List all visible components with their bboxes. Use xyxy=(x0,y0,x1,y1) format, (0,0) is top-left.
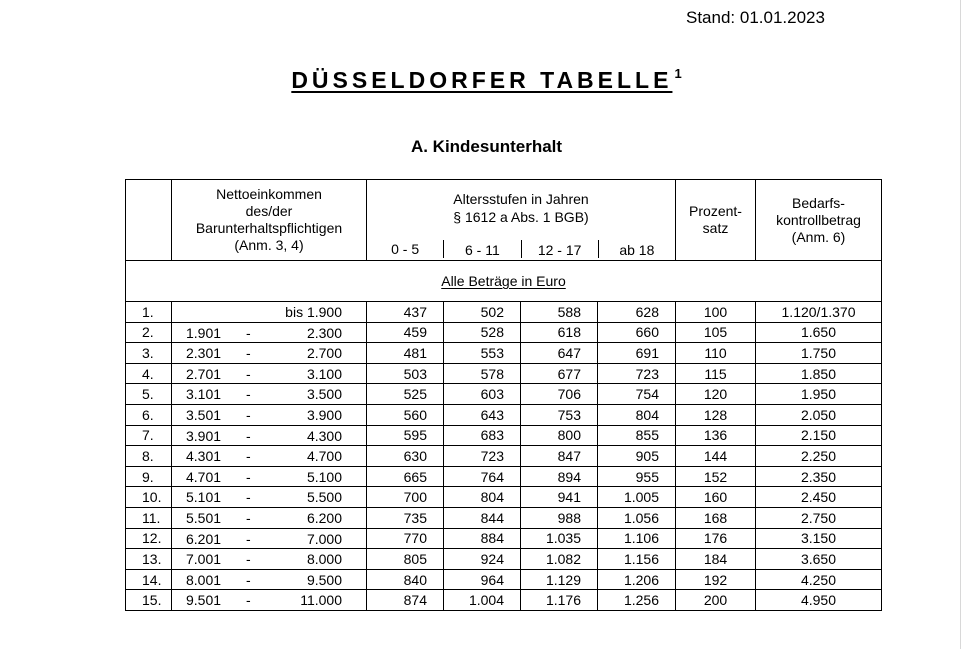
amount-age-6-11: 553 xyxy=(444,343,521,364)
income-from: 4.301 xyxy=(186,448,222,465)
income-dash: - xyxy=(246,509,251,526)
income-to: 11.000 xyxy=(300,592,342,609)
income-range xyxy=(172,425,367,446)
percent-rate: 152 xyxy=(676,466,756,487)
currency-note-row xyxy=(126,261,882,302)
amount-age-12-17: 753 xyxy=(521,404,598,425)
amount-age-ab-18: 754 xyxy=(598,384,676,405)
row-number: 4. xyxy=(126,363,172,384)
amount-age-0-5: 437 xyxy=(367,302,444,323)
age-group-ab-18: ab 18 xyxy=(598,240,675,258)
row-number: 8. xyxy=(126,446,172,467)
amount-age-6-11: 964 xyxy=(444,569,521,590)
control-amount: 1.850 xyxy=(756,363,882,384)
percent-rate: 192 xyxy=(676,569,756,590)
control-amount: 3.150 xyxy=(756,528,882,549)
income-dash: - xyxy=(246,386,251,403)
income-from: 5.101 xyxy=(186,489,222,506)
income-dash: - xyxy=(246,571,251,588)
header-control-line: kontrollbetrag xyxy=(776,211,861,228)
amount-age-0-5: 525 xyxy=(367,384,444,405)
header-nr-cell xyxy=(126,180,172,261)
control-amount: 2.050 xyxy=(756,404,882,425)
row-number: 10. xyxy=(126,487,172,508)
header-control-amount xyxy=(756,180,882,261)
header-income-line: des/der xyxy=(245,203,293,219)
row-number: 15. xyxy=(126,590,172,611)
amount-age-ab-18: 1.056 xyxy=(598,507,676,528)
amount-age-12-17: 1.129 xyxy=(521,569,598,590)
row-number: 14. xyxy=(126,569,172,590)
income-dash: - xyxy=(246,427,251,444)
header-control-line: (Anm. 6) xyxy=(791,228,846,245)
income-range xyxy=(172,363,367,384)
percent-rate: 176 xyxy=(676,528,756,549)
income-to: 2.300 xyxy=(306,324,342,341)
header-income xyxy=(172,180,367,261)
age-group-6-11: 6 - 11 xyxy=(443,240,520,258)
income-from: 3.501 xyxy=(186,406,222,423)
document-title xyxy=(0,66,973,94)
duesseldorf-table xyxy=(125,179,882,611)
control-amount: 2.450 xyxy=(756,487,882,508)
header-row xyxy=(126,180,882,261)
control-amount: 2.250 xyxy=(756,446,882,467)
amount-age-ab-18: 660 xyxy=(598,322,676,343)
income-from: 2.301 xyxy=(186,345,222,362)
age-groups-subheaders xyxy=(367,238,675,260)
amount-age-0-5: 735 xyxy=(367,507,444,528)
amount-age-0-5: 770 xyxy=(367,528,444,549)
percent-rate: 136 xyxy=(676,425,756,446)
income-range xyxy=(172,590,367,611)
stand-date: Stand: 01.01.2023 xyxy=(686,8,825,27)
percent-rate: 105 xyxy=(676,322,756,343)
amount-age-12-17: 800 xyxy=(521,425,598,446)
amount-age-12-17: 647 xyxy=(521,343,598,364)
amount-age-0-5: 459 xyxy=(367,322,444,343)
table-row xyxy=(126,569,882,590)
table-row xyxy=(126,487,882,508)
income-range xyxy=(172,549,367,570)
table-row xyxy=(126,528,882,549)
currency-note-cell xyxy=(126,261,882,302)
amount-age-ab-18: 1.206 xyxy=(598,569,676,590)
income-range xyxy=(172,404,367,425)
amount-age-6-11: 502 xyxy=(444,302,521,323)
control-amount: 4.250 xyxy=(756,569,882,590)
income-to: bis 1.900 xyxy=(285,304,342,320)
table-row xyxy=(126,466,882,487)
income-to: 5.100 xyxy=(306,468,342,485)
amount-age-12-17: 941 xyxy=(521,487,598,508)
amount-age-6-11: 528 xyxy=(444,322,521,343)
income-from: 1.901 xyxy=(186,324,222,341)
amount-age-6-11: 804 xyxy=(444,487,521,508)
amount-age-12-17: 1.082 xyxy=(521,549,598,570)
income-range xyxy=(172,343,367,364)
income-from: 7.001 xyxy=(186,551,222,568)
amount-age-ab-18: 905 xyxy=(598,446,676,467)
income-range xyxy=(172,322,367,343)
age-groups-title-line: § 1612 a Abs. 1 BGB) xyxy=(453,209,589,225)
header-percent-line: satz xyxy=(702,220,729,236)
row-number: 5. xyxy=(126,384,172,405)
amount-age-ab-18: 1.106 xyxy=(598,528,676,549)
amount-age-ab-18: 1.256 xyxy=(598,590,676,611)
amount-age-6-11: 723 xyxy=(444,446,521,467)
income-to: 4.300 xyxy=(306,427,342,444)
amount-age-12-17: 1.035 xyxy=(521,528,598,549)
percent-rate: 100 xyxy=(676,302,756,323)
table-row xyxy=(126,507,882,528)
row-number: 12. xyxy=(126,528,172,549)
income-dash: - xyxy=(246,406,251,423)
percent-rate: 120 xyxy=(676,384,756,405)
income-range xyxy=(172,487,367,508)
amount-age-12-17: 706 xyxy=(521,384,598,405)
income-from: 3.101 xyxy=(186,386,222,403)
income-dash: - xyxy=(246,551,251,568)
income-from: 3.901 xyxy=(186,427,222,444)
control-amount: 1.950 xyxy=(756,384,882,405)
control-amount: 1.750 xyxy=(756,343,882,364)
amount-age-0-5: 840 xyxy=(367,569,444,590)
amount-age-0-5: 665 xyxy=(367,466,444,487)
income-to: 3.500 xyxy=(306,386,342,403)
amount-age-12-17: 677 xyxy=(521,363,598,384)
header-income-line: (Anm. 3, 4) xyxy=(234,237,304,253)
income-dash: - xyxy=(246,489,251,506)
row-number: 7. xyxy=(126,425,172,446)
percent-rate: 184 xyxy=(676,549,756,570)
header-age-groups xyxy=(367,180,676,261)
income-range xyxy=(172,528,367,549)
header-income-line: Nettoeinkommen xyxy=(216,186,322,202)
amount-age-0-5: 595 xyxy=(367,425,444,446)
income-range xyxy=(172,302,367,323)
amount-age-ab-18: 1.005 xyxy=(598,487,676,508)
income-dash: - xyxy=(246,448,251,465)
table-row xyxy=(126,363,882,384)
amount-age-0-5: 560 xyxy=(367,404,444,425)
income-from: 2.701 xyxy=(186,365,222,382)
row-number: 13. xyxy=(126,549,172,570)
document-title-text: DÜSSELDORFER TABELLE xyxy=(291,67,673,93)
table-row xyxy=(126,384,882,405)
amount-age-0-5: 805 xyxy=(367,549,444,570)
percent-rate: 200 xyxy=(676,590,756,611)
income-to: 4.700 xyxy=(306,448,342,465)
amount-age-0-5: 503 xyxy=(367,363,444,384)
table-row xyxy=(126,322,882,343)
header-percent xyxy=(676,180,756,261)
percent-rate: 115 xyxy=(676,363,756,384)
amount-age-12-17: 894 xyxy=(521,466,598,487)
amount-age-0-5: 874 xyxy=(367,590,444,611)
amount-age-6-11: 884 xyxy=(444,528,521,549)
amount-age-0-5: 700 xyxy=(367,487,444,508)
income-from: 5.501 xyxy=(186,509,222,526)
control-amount: 2.350 xyxy=(756,466,882,487)
amount-age-ab-18: 1.156 xyxy=(598,549,676,570)
income-to: 3.100 xyxy=(306,365,342,382)
control-amount: 2.150 xyxy=(756,425,882,446)
income-range xyxy=(172,446,367,467)
age-groups-title-line: Altersstufen in Jahren xyxy=(453,191,589,207)
section-title: A. Kindesunterhalt xyxy=(410,137,563,156)
amount-age-0-5: 630 xyxy=(367,446,444,467)
income-range xyxy=(172,507,367,528)
header-income-line: Barunterhaltspflichtigen xyxy=(195,220,343,236)
age-group-0-5: 0 - 5 xyxy=(391,241,420,257)
amount-age-6-11: 924 xyxy=(444,549,521,570)
amount-age-12-17: 1.176 xyxy=(521,590,598,611)
amount-age-ab-18: 628 xyxy=(598,302,676,323)
income-to: 5.500 xyxy=(306,489,342,506)
amount-age-6-11: 844 xyxy=(444,507,521,528)
row-number: 3. xyxy=(126,343,172,364)
income-to: 6.200 xyxy=(306,509,342,526)
table-row xyxy=(126,302,882,323)
amount-age-ab-18: 691 xyxy=(598,343,676,364)
table-row xyxy=(126,343,882,364)
amount-age-ab-18: 855 xyxy=(598,425,676,446)
income-from: 4.701 xyxy=(186,468,222,485)
age-groups-title xyxy=(367,190,675,226)
income-dash: - xyxy=(246,324,251,341)
income-to: 2.700 xyxy=(306,345,342,362)
income-range xyxy=(172,384,367,405)
percent-rate: 128 xyxy=(676,404,756,425)
age-group-12-17: 12 - 17 xyxy=(521,240,598,258)
control-amount: 2.750 xyxy=(756,507,882,528)
amount-age-12-17: 988 xyxy=(521,507,598,528)
amount-age-6-11: 764 xyxy=(444,466,521,487)
control-amount: 1.650 xyxy=(756,322,882,343)
control-amount: 4.950 xyxy=(756,590,882,611)
table-row xyxy=(126,590,882,611)
income-range xyxy=(172,569,367,590)
income-dash: - xyxy=(246,365,251,382)
row-number: 2. xyxy=(126,322,172,343)
income-dash: - xyxy=(246,345,251,362)
header-percent-line: Prozent- xyxy=(689,203,742,219)
income-dash: - xyxy=(246,530,251,547)
table-row xyxy=(126,425,882,446)
income-to: 7.000 xyxy=(306,530,342,547)
amount-age-6-11: 1.004 xyxy=(444,590,521,611)
income-range xyxy=(172,466,367,487)
amount-age-ab-18: 723 xyxy=(598,363,676,384)
amount-age-6-11: 643 xyxy=(444,404,521,425)
row-number: 9. xyxy=(126,466,172,487)
income-from: 6.201 xyxy=(186,530,222,547)
title-footnote: 1 xyxy=(674,66,682,81)
income-to: 8.000 xyxy=(306,551,342,568)
row-number: 1. xyxy=(126,302,172,323)
percent-rate: 110 xyxy=(676,343,756,364)
income-to: 3.900 xyxy=(306,406,342,423)
table-row xyxy=(126,404,882,425)
control-amount: 1.120/1.370 xyxy=(756,302,882,323)
amount-age-ab-18: 804 xyxy=(598,404,676,425)
control-amount: 3.650 xyxy=(756,549,882,570)
income-to: 9.500 xyxy=(306,571,342,588)
income-dash: - xyxy=(246,592,251,609)
amount-age-6-11: 683 xyxy=(444,425,521,446)
amount-age-0-5: 481 xyxy=(367,343,444,364)
amount-age-6-11: 578 xyxy=(444,363,521,384)
percent-rate: 160 xyxy=(676,487,756,508)
amount-age-6-11: 603 xyxy=(444,384,521,405)
income-dash: - xyxy=(246,468,251,485)
row-number: 11. xyxy=(126,507,172,528)
currency-note: Alle Beträge in Euro xyxy=(441,273,566,289)
table-row xyxy=(126,446,882,467)
amount-age-12-17: 588 xyxy=(521,302,598,323)
amount-age-ab-18: 955 xyxy=(598,466,676,487)
percent-rate: 168 xyxy=(676,507,756,528)
page-edge-divider xyxy=(960,0,961,649)
percent-rate: 144 xyxy=(676,446,756,467)
row-number: 6. xyxy=(126,404,172,425)
income-from: 9.501 xyxy=(186,592,222,609)
amount-age-12-17: 847 xyxy=(521,446,598,467)
amount-age-12-17: 618 xyxy=(521,322,598,343)
income-from: 8.001 xyxy=(186,571,222,588)
table-row xyxy=(126,549,882,570)
header-control-line: Bedarfs- xyxy=(792,194,845,211)
